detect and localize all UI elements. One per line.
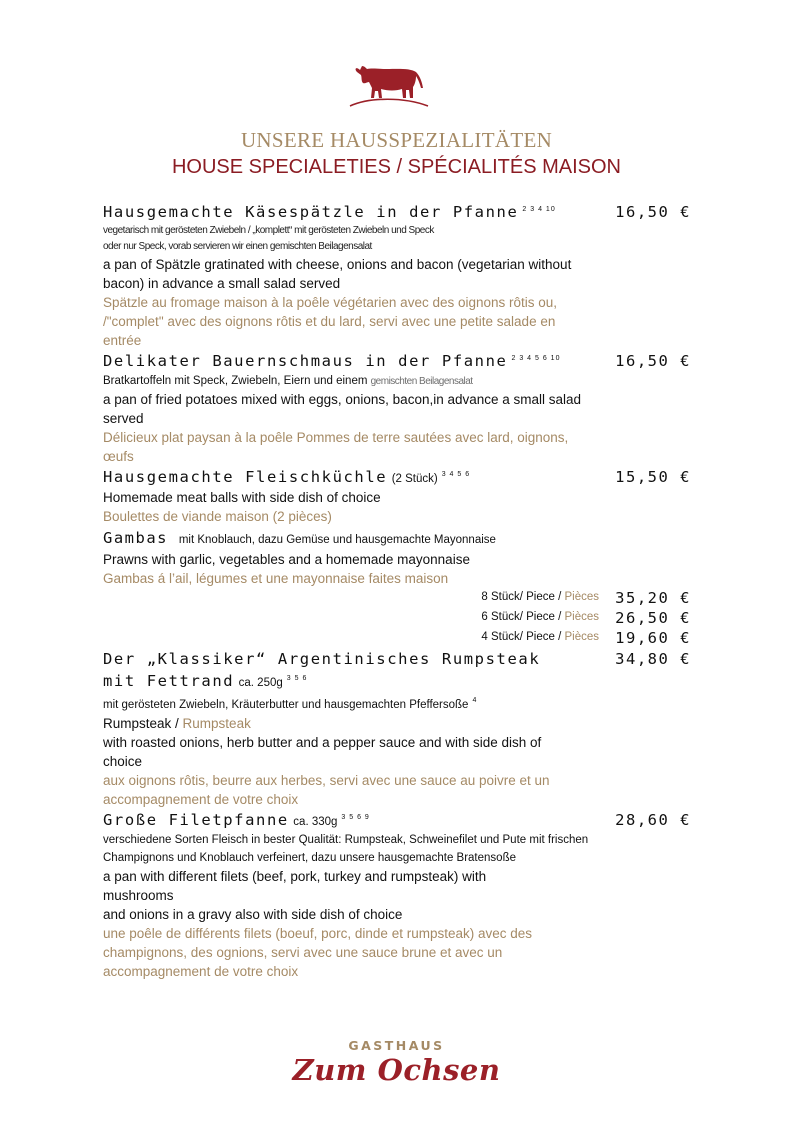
menu-item-kaesespaetzle: [103, 201, 703, 350]
dish-description-de: mit gerösteten Zwiebeln, Kräuterbutter und hausgemachten Pfeffersoße $^4$: [103, 697, 478, 711]
footer-restaurant-name: Zum Ochsen: [292, 1053, 501, 1087]
portion-option: [103, 628, 703, 648]
dish-description-en: a pan with different filets (beef, pork, turkey and rumpsteak) with mushrooms: [103, 869, 487, 903]
portion-label: 6 Stück/ Piece / Pièces: [481, 611, 599, 623]
menu-list: [103, 201, 703, 981]
dish-description-fr: Spätzle au fromage maison à la poêle végétarien avec des oignons rôtis ou, /"complet" avec des oignons rôtis et du lard, servi avec une petite salade en entrée: [103, 295, 558, 348]
dish-price: 15,50 €: [615, 468, 691, 486]
menu-item-fleischkuechle: [103, 466, 703, 526]
portion-label: 4 Stück/ Piece / Pièces: [481, 631, 599, 643]
footer-logo: [0, 1038, 793, 1087]
dish-description-fr: Boulettes de viande maison (2 pièces): [103, 509, 332, 524]
portion-price: 19,60 €: [615, 629, 691, 647]
dish-description-de: mit Knoblauch, dazu Gemüse und hausgemachte Mayonnaise: [178, 534, 496, 546]
dish-description-fr: Gambas á l’ail, légumes et une mayonnaise faites maison: [103, 571, 449, 586]
allergen-codes: 2 3 4 5 6 10: [511, 355, 561, 362]
menu-item-rumpsteak: [103, 648, 703, 809]
dish-subtitle: Rumpsteak / Rumpsteak: [103, 716, 251, 731]
dish-description-de: oder nur Speck, vorab servieren wir einen gemischten Beilagensalat: [103, 241, 372, 252]
menu-item-filetpfanne: [103, 809, 703, 981]
portion-price: 35,20 €: [615, 589, 691, 607]
dish-description-fr: une poêle de différents filets (boeuf, porc, dinde et rumpsteak) avec des champignons, des ognions, servi avec une sauce brune et avec un accompagnement de votre choix: [103, 926, 533, 979]
bull-icon: [342, 60, 434, 110]
dish-name: Gambas: [103, 529, 168, 547]
allergen-codes: 2 3 4 10: [522, 206, 556, 213]
allergen-codes: 3 5 6: [286, 675, 308, 682]
dish-description-en: and onions in a gravy also with side dish of choice: [103, 907, 403, 922]
dish-description-en: with roasted onions, herb butter and a pepper sauce and with side dish of choice: [103, 735, 542, 769]
dish-name: Delikater Bauernschmaus in der Pfanne: [103, 352, 508, 370]
menu-item-bauernschmaus: [103, 350, 703, 466]
portion-price: 26,50 €: [615, 609, 691, 627]
portion-option: [103, 608, 703, 628]
page-subtitle: HOUSE SPECIALETIES / SPÉCIALITÉS MAISON: [171, 156, 621, 178]
dish-description-en: a pan of Spätzle gratinated with cheese, onions and bacon (vegetarian without bacon) in advance a small salad served: [103, 257, 572, 291]
dish-name: Hausgemachte Fleischküchle: [103, 468, 388, 486]
portion-size: (2 Stück): [391, 473, 438, 485]
dish-name: Große Filetpfanne: [103, 811, 289, 829]
dish-price: 34,80 €: [615, 650, 691, 668]
dish-price: 16,50 €: [615, 352, 691, 370]
dish-price: 16,50 €: [615, 203, 691, 221]
dish-name: Der „Klassiker“ Argentinisches Rumpsteak: [103, 650, 541, 668]
page-title: UNSERE HAUSSPEZIALITÄTEN: [240, 128, 553, 152]
footer-gasthaus: GASTHAUS: [348, 1038, 445, 1053]
dish-name-line2: mit Fettrand: [103, 672, 235, 690]
dish-description-en: Prawns with garlic, vegetables and a homemade mayonnaise: [103, 552, 470, 567]
portion-size: ca. 250g: [238, 677, 283, 689]
portion-label: 8 Stück/ Piece / Pièces: [481, 591, 599, 603]
allergen-codes: 3 5 6 9: [341, 814, 370, 821]
dish-description-en: Homemade meat balls with side dish of choice: [103, 490, 381, 505]
dish-description-en: a pan of fried potatoes mixed with eggs, onions, bacon,in advance a small salad served: [103, 392, 582, 426]
menu-item-gambas: [103, 528, 703, 648]
dish-description-de: verschiedene Sorten Fleisch in bester Qualität: Rumpsteak, Schweinefilet und Pute mit frischen Champignons und Knoblauch verfeinert, dazu unsere hausgemachte Bratensoße: [103, 834, 589, 864]
dish-description-fr: Délicieux plat paysan à la poêle Pommes de terre sautées avec lard, oignons, œufs: [103, 430, 569, 464]
dish-description-fr: aux oignons rôtis, beurre aux herbes, servi avec une sauce au poivre et un accompagnement de votre choix: [103, 773, 550, 807]
allergen-codes: 3 4 5 6: [441, 471, 471, 478]
dish-description-de: vegetarisch mit gerösteten Zwiebeln / „komplett“ mit gerösteten Zwiebeln und Speck: [103, 225, 434, 236]
portion-option: [103, 588, 703, 608]
portion-options: [103, 588, 703, 648]
dish-price: 28,60 €: [615, 811, 691, 829]
dish-name: Hausgemachte Käsespätzle in der Pfanne: [103, 203, 519, 221]
portion-size: ca. 330g: [293, 816, 338, 828]
dish-description-de: Bratkartoffeln mit Speck, Zwiebeln, Eiern und einem gemischten Beilagensalat: [103, 375, 473, 387]
